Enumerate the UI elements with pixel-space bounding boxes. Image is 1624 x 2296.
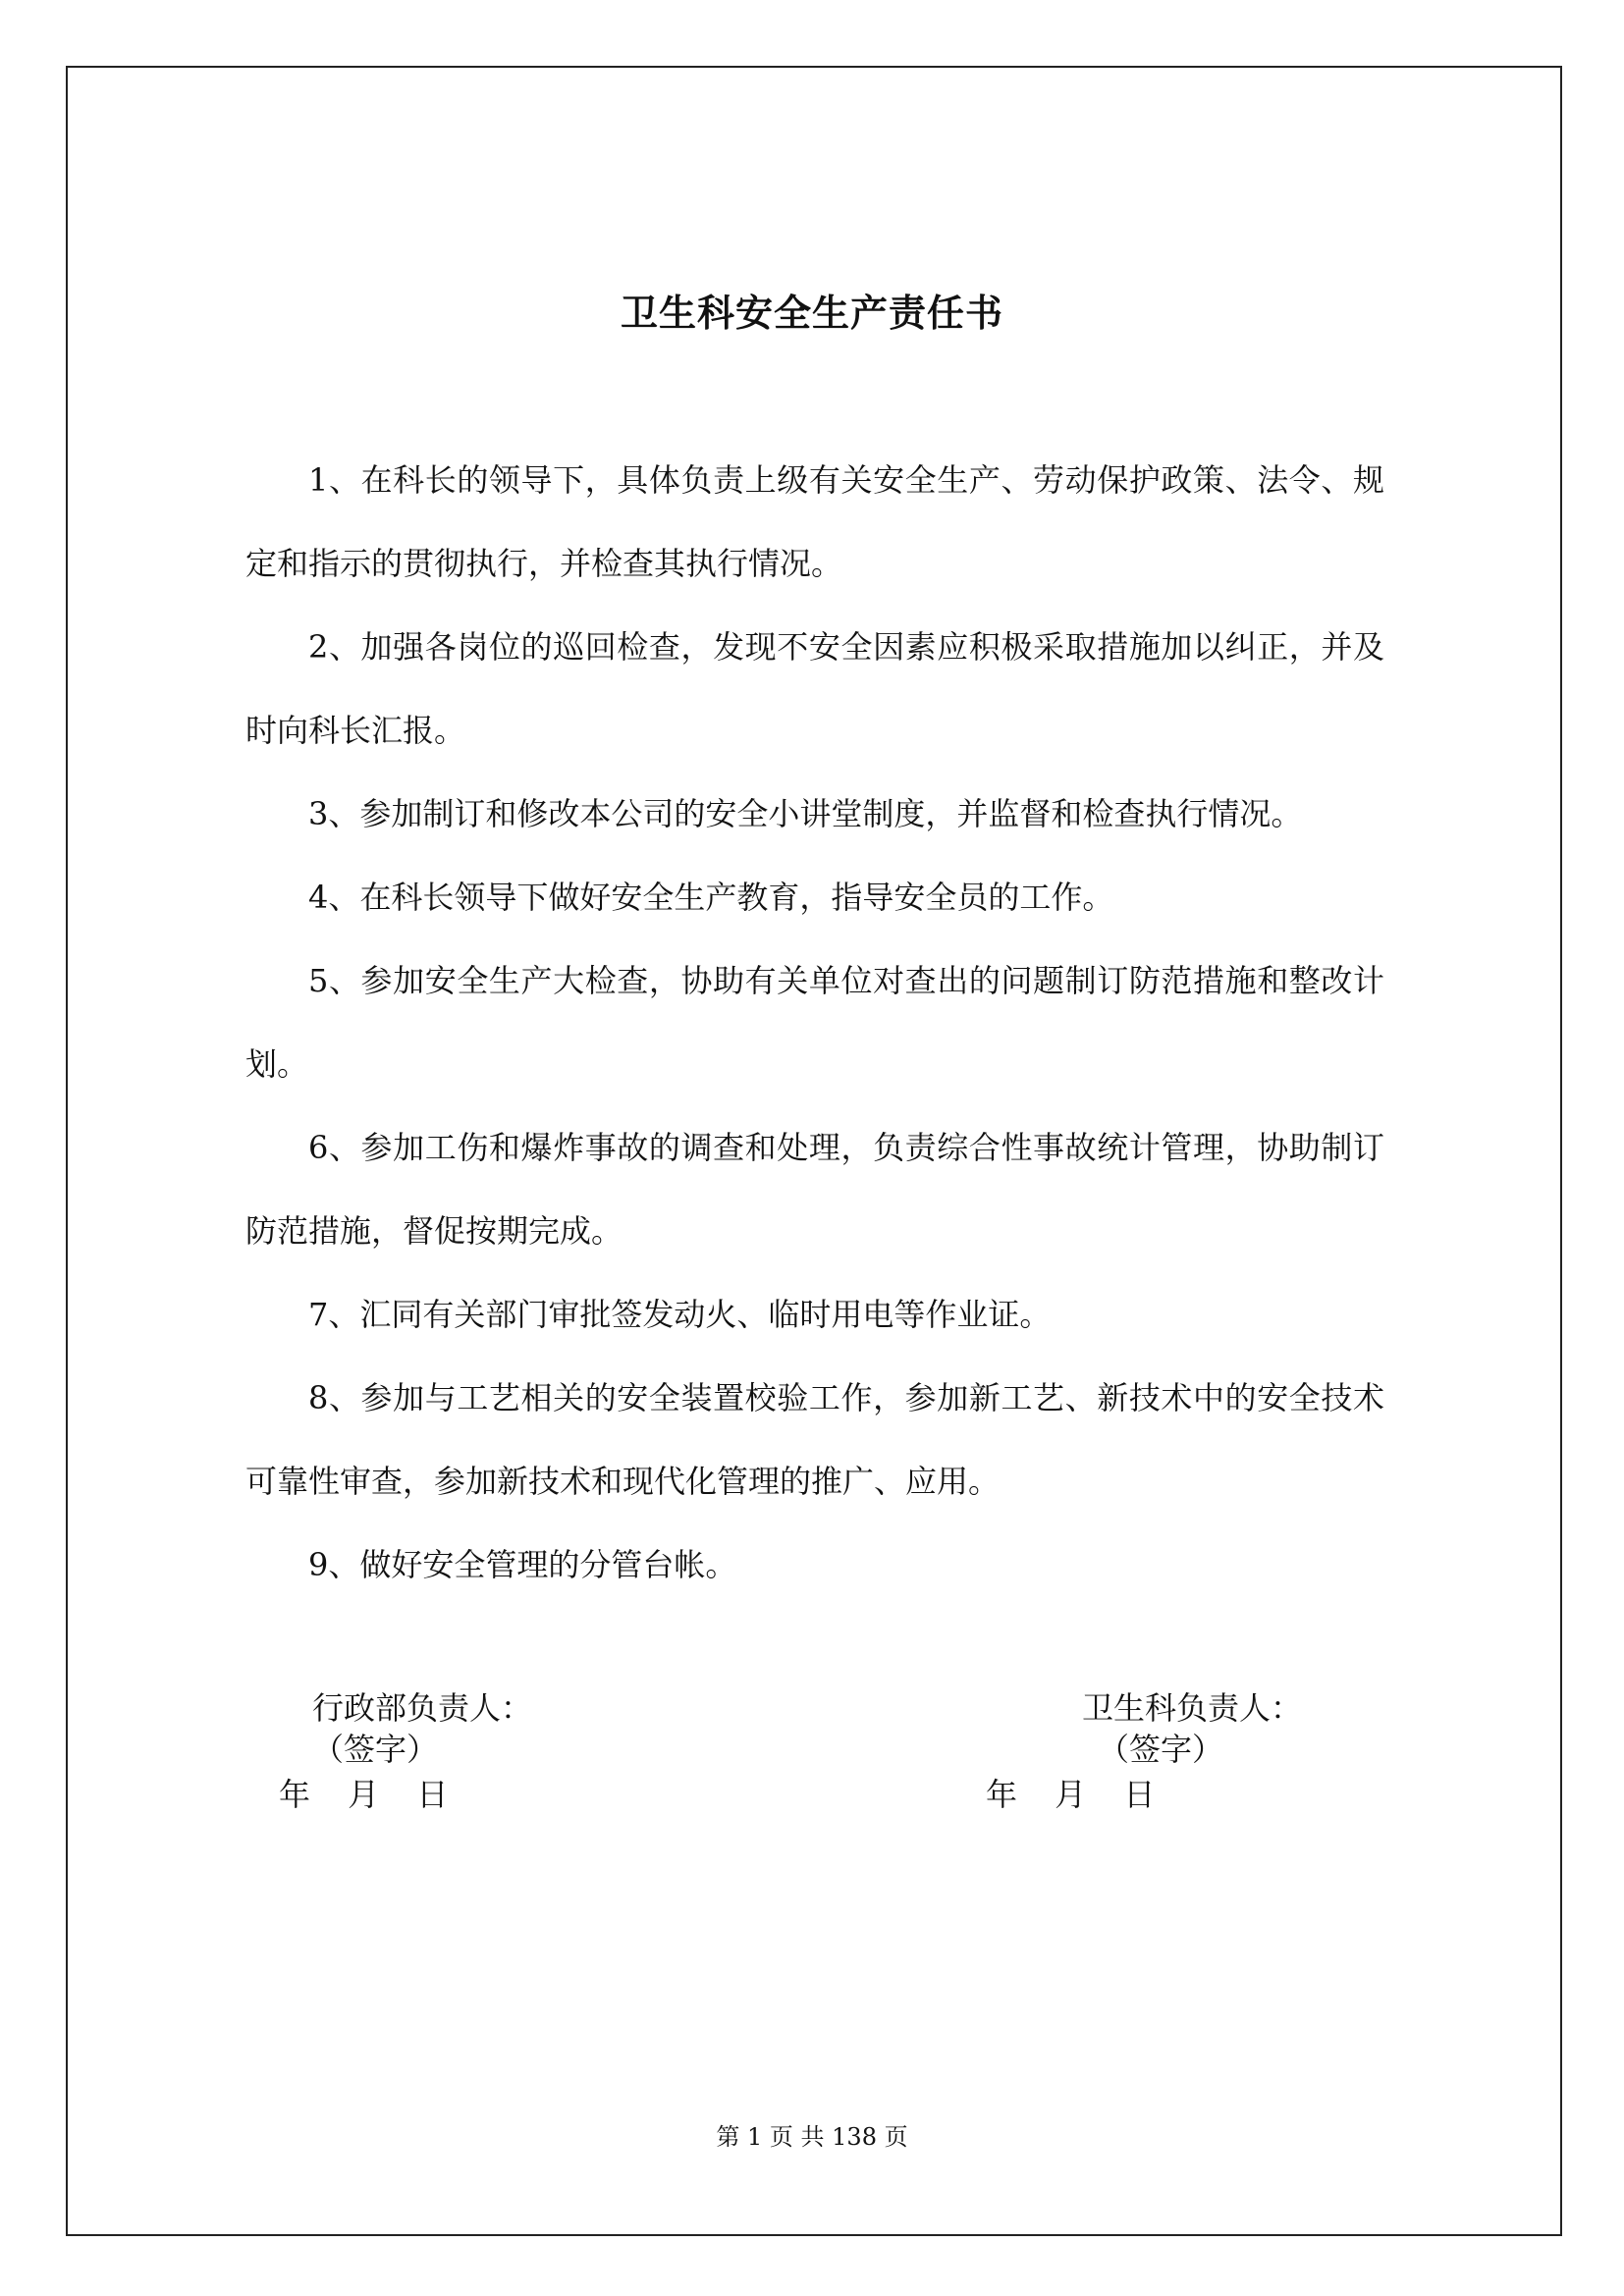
clause-6: 6、参加工伤和爆炸事故的调查和处理，负责综合性事故统计管理，协助制订防范措施，督促按期完成。: [245, 1129, 1384, 1250]
clause-2: 2、加强各岗位的巡回检查，发现不安全因素应积极采取措施加以纠正，并及时向科长汇报。: [245, 628, 1384, 749]
clause-9: 9、做好安全管理的分管台帐。: [308, 1546, 737, 1583]
health-dept-responsible-label: 卫生科负责人：: [1082, 1689, 1303, 1727]
clause-5: 5、参加安全生产大检查，协助有关单位对查出的问题制订防范措施和整改计划。: [245, 962, 1384, 1083]
clause-1: 1、在科长的领导下，具体负责上级有关安全生产、劳动保护政策、法令、规定和指示的贯彻执行，并检查其执行情况。: [245, 461, 1384, 582]
admin-signature-label: （签字）: [312, 1731, 439, 1768]
page-number: 第 1 页 共 138 页: [716, 2123, 908, 2151]
admin-date-label: 年 月 日: [279, 1776, 449, 1813]
clause-4: 4、在科长领导下做好安全生产教育，指导安全员的工作。: [308, 879, 1114, 916]
clause-3: 3、参加制订和修改本公司的安全小讲堂制度，并监督和检查执行情况。: [308, 795, 1303, 832]
clause-7: 7、汇同有关部门审批签发动火、临时用电等作业证。: [308, 1296, 1052, 1333]
admin-responsible-label: 行政部负责人：: [312, 1689, 533, 1727]
clause-8: 8、参加与工艺相关的安全装置校验工作，参加新工艺、新技术中的安全技术可靠性审查，参加新技术和现代化管理的推广、应用。: [245, 1379, 1384, 1500]
health-dept-date-label: 年 月 日: [986, 1776, 1156, 1813]
health-dept-signature-label: （签字）: [1098, 1731, 1224, 1768]
document-body: [245, 439, 1384, 1607]
document-title: 卫生科安全生产责任书: [620, 291, 1003, 335]
